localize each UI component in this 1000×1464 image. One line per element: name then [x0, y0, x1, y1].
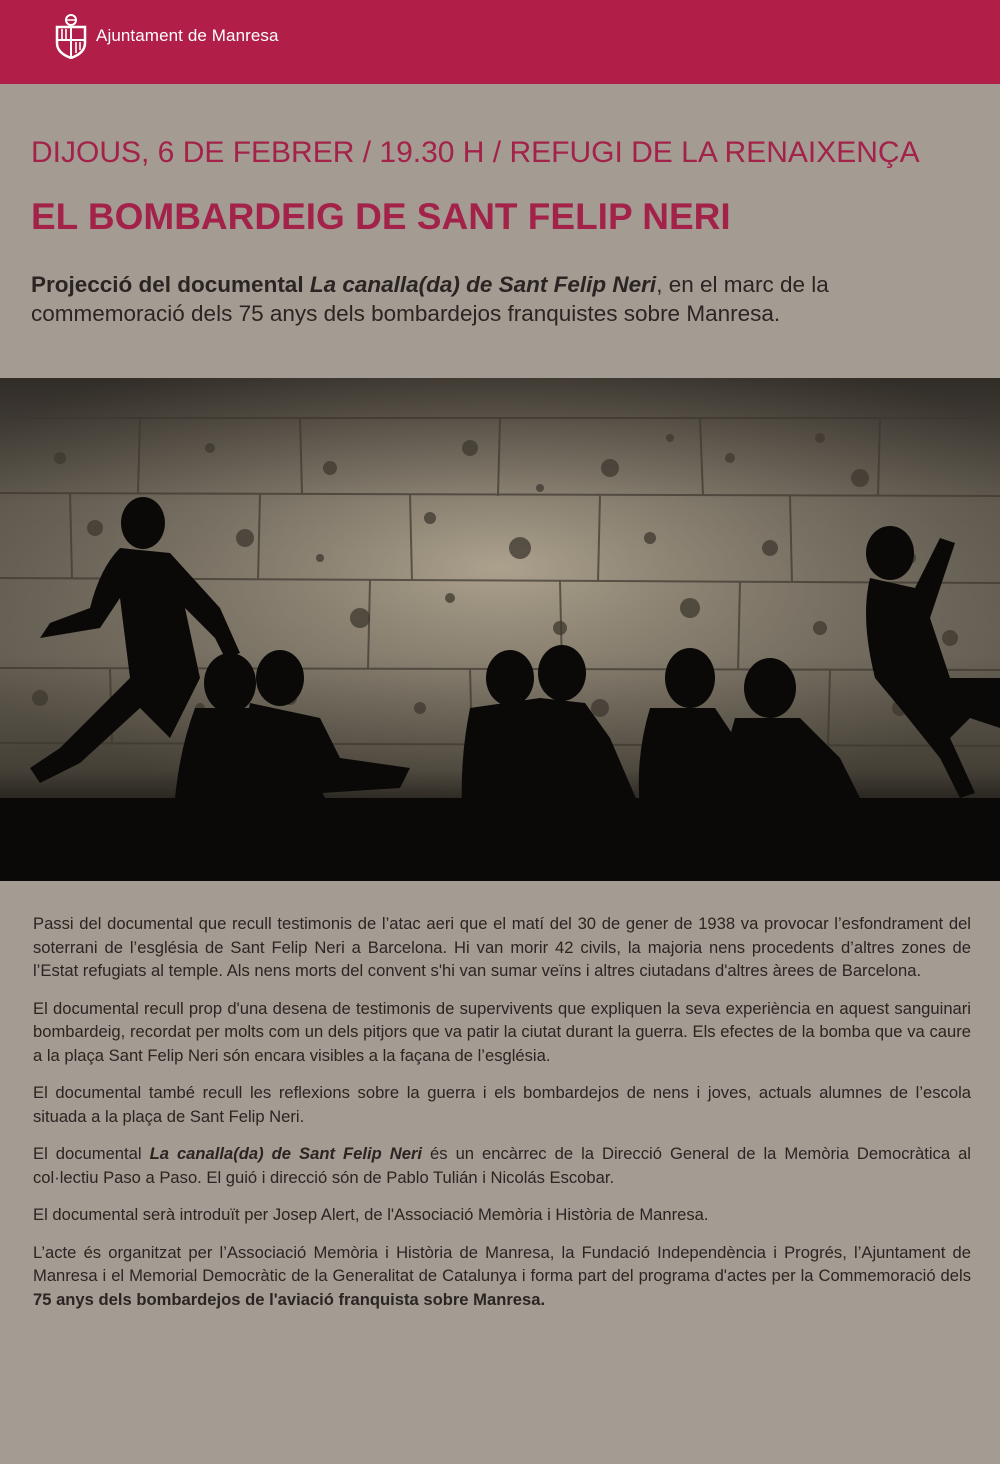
intro-text	[31, 270, 976, 328]
description	[33, 912, 971, 1325]
paragraph-1: Passi del documental que recull testimonis de l’atac aeri que el matí del 30 de gener de 1938 va provocar l’esfondrament del soterrani de l’església de Sant Felip Neri a Barcelona. Hi van morir 42 civils, la majoria nens procedents d’altres zones de l’Estat refugiats al temple. Als nens morts del convent s'hi van sumar veïns i altres ciutadans d'altres àrees de Barcelona.	[33, 914, 971, 980]
event-photo	[0, 378, 1000, 881]
org-logo[interactable]	[52, 13, 279, 59]
paragraph-4-start: El documental	[33, 1144, 150, 1163]
paragraph-4-film-title: La canalla(da) de Sant Felip Neri	[149, 1144, 423, 1163]
paragraph-6-highlight: 75 anys dels bombardejos de l'aviació franquista sobre Manresa.	[33, 1289, 546, 1309]
intro-lead: Projecció del documental	[31, 272, 310, 297]
header-bar	[0, 0, 1000, 84]
paragraph-3: El documental també recull les reflexions sobre la guerra i els bombardejos de nens i joves, actuals alumnes de l’escola situada a la plaça de Sant Felip Neri.	[33, 1083, 971, 1126]
paragraph-6-start: L’acte és organitzat per l’Associació Memòria i Història de Manresa, la Fundació Independència i Progrés, l’Ajuntament de Manresa i el Memorial Democràtic de la Generalitat de Catalunya i forma part del programa d'actes per la Commemoració dels	[33, 1242, 971, 1285]
manresa-coat-of-arms-icon	[52, 13, 90, 59]
paragraph-5: El documental serà introduït per Josep Alert, de l'Associació Memòria i Història de Manresa.	[33, 1205, 709, 1224]
paragraph-4	[33, 1142, 971, 1189]
event-title: EL BOMBARDEIG DE SANT FELIP NERI	[31, 196, 731, 237]
paragraph-2: El documental recull prop d'una desena de testimonis de supervivents que expliquen la seva experiència en aquest sanguinari bombardeig, recordat per molts com un dels pitjors que va patir la ciutat durant la guerra. Els efectes de la bomba que va caure a la plaça Sant Felip Neri són encara visibles a la façana de l’església.	[33, 998, 971, 1065]
event-info-line: DIJOUS, 6 DE FEBRER / 19.30 H / REFUGI DE LA RENAIXENÇA	[31, 136, 920, 169]
org-name: Ajuntament de Manresa	[96, 26, 279, 45]
intro-film-title: La canalla(da) de Sant Felip Neri	[309, 272, 657, 297]
intro-rest: , en el marc de la commemoració dels 75 anys dels bombardejos franquistes sobre Manresa.	[31, 272, 829, 326]
paragraph-6	[33, 1241, 971, 1312]
children-silhouettes-photo	[0, 378, 1000, 881]
paragraph-4-end: és un encàrrec de la Direcció General de la Memòria Democràtica al col·lectiu Paso a Paso. El guió i direcció són de Pablo Tulián i Nicolás Escobar.	[33, 1144, 971, 1187]
